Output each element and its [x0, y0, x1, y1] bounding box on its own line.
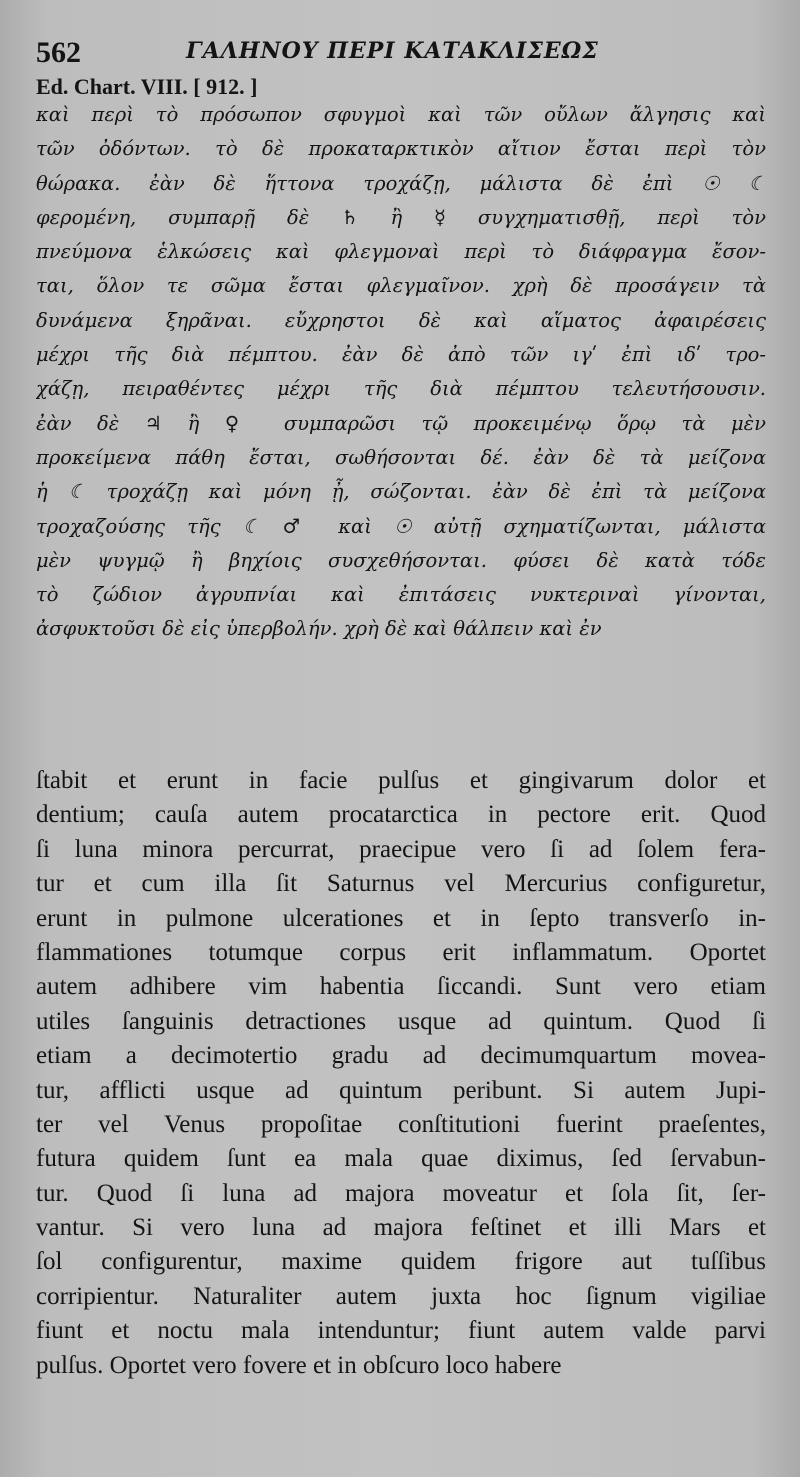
latin-line: tur, afflicti usque ad quintum peribunt. Si autem Jupi-	[36, 1076, 766, 1104]
greek-text-block	[36, 98, 766, 647]
latin-line: pulſus. Oportet vero fovere et in obſcuro loco habere	[36, 1351, 562, 1379]
greek-line: μὲν ψυγμῷ ἢ βηχίοις συσχεθήσονται. φύσει δὲ κατὰ τόδε	[36, 548, 766, 572]
greek-line: μέχρι τῆς διὰ πέμπτου. ἐὰν δὲ ἀπὸ τῶν ιγʹ ἐπὶ ιδʹ τρο-	[36, 343, 766, 367]
latin-line: ſi luna minora percurrat, praecipue vero ſi ad ſolem fera-	[36, 835, 766, 863]
greek-line: τροχαζούσης τῆς ☾ ♂ καὶ ☉ αὐτῇ σχηματίζωνται, μάλιστα	[36, 514, 766, 538]
latin-line: fiunt et noctu mala intenduntur; fiunt autem valde parvi	[36, 1317, 766, 1345]
show-through-texture	[36, 660, 766, 760]
greek-line: τὸ ζώδιον ἀγρυπνίαι καὶ ἐπιτάσεις νυκτεριναὶ γίνονται,	[36, 583, 766, 607]
greek-line: ται, ὅλον τε σῶμα ἔσται φλεγμαῖνον. χρὴ δὲ προσάγειν τὰ	[36, 274, 766, 298]
greek-line: ἀσφυκτοῦσι δὲ εἰς ὑπερβολήν. χρὴ δὲ καὶ θάλπειν καὶ ἐν	[36, 617, 602, 641]
greek-line: φερομένη, συμπαρῇ δὲ ♄ ἢ ☿ συγχηματισθῇ, περὶ τὸν	[36, 205, 766, 229]
latin-line: erunt in pulmone ulcerationes et in ſepto transverſo in-	[36, 904, 766, 932]
greek-line: ἐὰν δὲ ♃ ἢ ♀ συμπαρῶσι τῷ προκειμένῳ ὅρῳ τὰ μὲν	[36, 411, 766, 435]
latin-line: futura quidem ſunt ea mala quae diximus, ſed ſervabun-	[36, 1145, 766, 1173]
greek-line: προκείμενα πάθη ἔσται, σωθήσονται δέ. ἐὰν δὲ τὰ μείζονα	[36, 445, 766, 469]
latin-line: utiles ſanguinis detractiones usque ad quintum. Quod ſi	[36, 1007, 766, 1035]
latin-line: dentium; cauſa autem procatarctica in pectore erit. Quod	[36, 801, 766, 829]
edition-reference: Ed. Chart. VIII. [ 912. ]	[36, 74, 258, 99]
page-header	[36, 36, 776, 76]
latin-line: etiam a decimotertio gradu ad decimumquartum movea-	[36, 1042, 766, 1070]
latin-line: ter vel Venus propoſitae conſtitutioni fuerint praeſentes,	[36, 1110, 766, 1138]
latin-text-block	[36, 764, 766, 1383]
latin-line: autem adhibere vim habentia ſiccandi. Sunt vero etiam	[36, 973, 766, 1001]
greek-line: δυνάμενα ξηρᾶναι. εὔχρηστοι δὲ καὶ αἵματος ἀφαιρέσεις	[36, 308, 766, 332]
greek-line: πνεύμονα ἑλκώσεις καὶ φλεγμοναὶ περὶ τὸ διάφραγμα ἔσον-	[36, 240, 766, 264]
greek-line: χάζῃ, πειραθέντες μέχρι τῆς διὰ πέμπτου τελευτήσουσιν.	[36, 377, 766, 401]
page-number: 562	[36, 36, 81, 69]
greek-line: θώρακα. ἐὰν δὲ ἥττονα τροχάζῃ, μάλιστα δὲ ἐπὶ ☉ ☾	[36, 171, 766, 195]
latin-line: ſtabit et erunt in facie pulſus et gingivarum dolor et	[36, 767, 766, 794]
latin-line: tur et cum illa ſit Saturnus vel Mercurius configuretur,	[36, 870, 766, 898]
latin-line: tur. Quod ſi luna ad majora moveatur et ſola ſit, ſer-	[36, 1179, 766, 1207]
greek-line: καὶ περὶ τὸ πρόσωπον σφυγμοὶ καὶ τῶν οὔλων ἄλγησις καὶ	[36, 103, 766, 126]
latin-line: vantur. Si vero luna ad majora feſtinet et illi Mars et	[36, 1214, 766, 1242]
greek-line: ἡ ☾ τροχάζῃ καὶ μόνη ᾖ, σώζονται. ἐὰν δὲ ἐπὶ τὰ μείζονα	[36, 480, 766, 504]
running-title: ΓΑΛΗΝΟΥ ΠΕΡΙ ΚΑΤΑΚΛΙΣΕΩΣ	[186, 38, 599, 64]
latin-line: corripientur. Naturaliter autem juxta hoc ſignum vigiliae	[36, 1282, 766, 1310]
greek-line: τῶν ὀδόντων. τὸ δὲ προκαταρκτικὸν αἴτιον ἔσται περὶ τὸν	[36, 137, 766, 161]
latin-line: flammationes totumque corpus erit inflammatum. Oportet	[36, 938, 766, 966]
latin-line: ſol configurentur, maxime quidem frigore aut tuſſibus	[36, 1248, 766, 1276]
